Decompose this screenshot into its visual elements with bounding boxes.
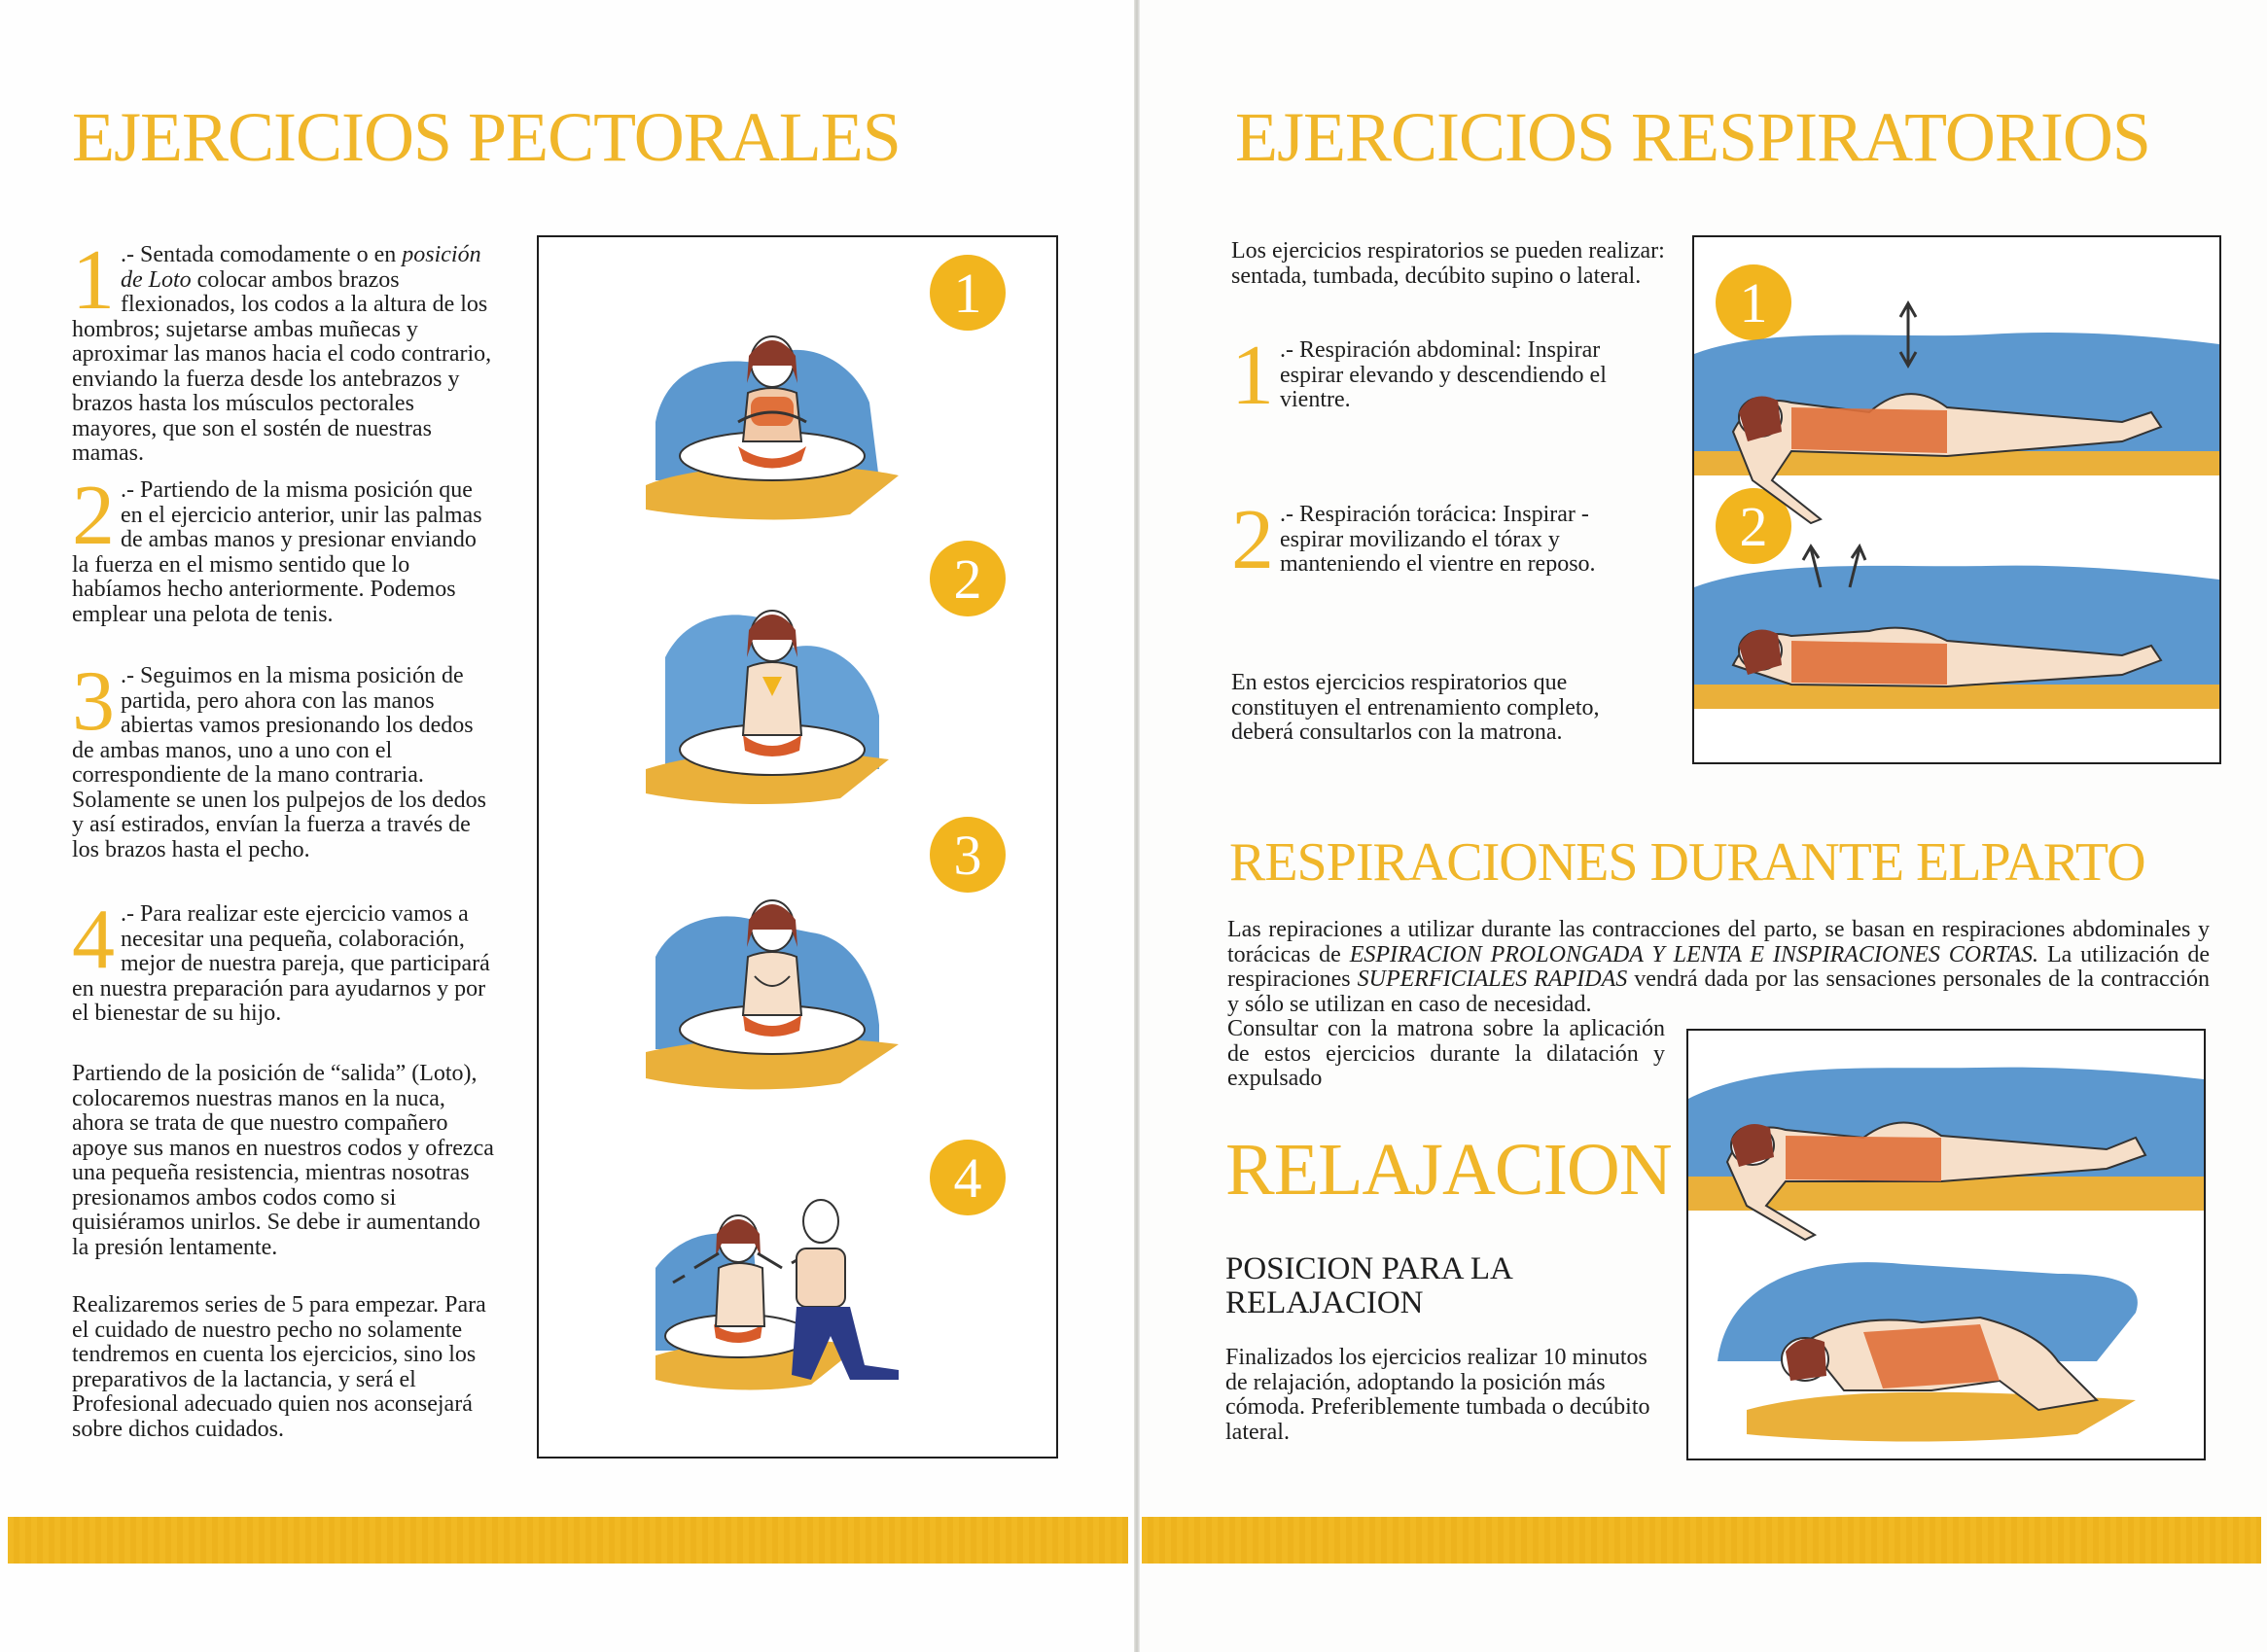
resp-drop-number-1: 1 — [1231, 329, 1274, 423]
resp-step-1 — [1231, 329, 1649, 423]
seated-lotus-figure-3 — [646, 879, 899, 1103]
page-title-pectorales: EJERCICIOS PECTORALES — [72, 98, 901, 176]
decorative-band-left — [8, 1517, 1128, 1564]
paragraph-salida: Partiendo de la posición de “salida” (Loto), colocaremos nuestras manos en la nuca, ahora se trata de que nuestro compañero apoye sus manos en nuestros codos y ofrezca una pequeña resistencia, mientras nosotras presionamos ambos codos como si quisiéramos unirlos. Se debe ir aumentando la presión lentamente. — [72, 1061, 494, 1260]
relax-paragraph: Finalizados los ejercicios realizar 10 minutos de relajación, adoptando la posición más cómoda. Preferiblemente tumbada o decúbito lateral. — [1225, 1345, 1650, 1445]
drop-number-3: 3 — [72, 654, 115, 749]
resp-step-1-text: .- Respiración abdominal: Inspirar espirar elevando y descendiendo el vientre. — [1280, 337, 1607, 412]
abdominal-breathing-figure — [1694, 286, 2219, 519]
decorative-band-right — [1142, 1517, 2261, 1564]
step-3 — [72, 654, 498, 862]
parto-text-a: Las repiraciones a utilizar durante las contracciones del parto, se basan en respiraciones abdominales y torácicas de — [1227, 917, 2210, 967]
parto-paragraph — [1227, 918, 2210, 1017]
illustration-frame-relajacion — [1686, 1029, 2206, 1460]
step-4-text: .- Para realizar este ejercicio vamos a necesitar una pequeña, colaboración, mejor de nuestra pareja, que participará en nuestra preparación para ayudarnos y por el bienestar de su hijo. — [72, 901, 490, 1026]
illustration-frame-respiratorios — [1692, 235, 2221, 764]
drop-number-1: 1 — [72, 233, 115, 328]
seated-lotus-figure-1 — [646, 315, 899, 539]
seated-lotus-figure-2 — [646, 589, 899, 823]
right-page — [1140, 0, 2267, 1652]
resp-badge-2: 2 — [1716, 488, 1791, 564]
section-title-relajacion: RELAJACION — [1225, 1129, 1672, 1211]
step-1-text-b: colocar ambos brazos flexionados, los codos a la altura de los hombros; sujetarse ambas muñecas y aproximar las manos hacia el codo contrario, enviando la fuerza desde los antebrazos y brazos hasta los músculos pectorales mayores, que son el sostén de nuestras mamas. — [72, 266, 492, 466]
step-2-text: .- Partiendo de la misma posición que en el ejercicio anterior, unir las palmas de ambas manos y presionar enviando la fuerza en el mismo sentido que lo habíamos hecho anteriormente. Podemos emplear una pelota de tenis. — [72, 477, 482, 627]
parto-text-b: La utilización de respiraciones — [1227, 941, 2211, 992]
parto-text-b2: vendrá dada por las sensaciones personales de la contracción y sólo se utilizan en caso de necesidad. — [1227, 967, 2211, 1017]
drop-number-4: 4 — [72, 893, 115, 987]
subtitle-posicion: POSICION PARA LA RELAJACION — [1225, 1251, 1512, 1320]
resp-step-2 — [1231, 493, 1649, 587]
intro-paragraph: Los ejercicios respiratorios se pueden realizar: sentada, tumbada, decúbito supino o lateral. — [1231, 238, 1665, 289]
lying-supine-figure — [1688, 1040, 2204, 1235]
drop-number-2: 2 — [72, 469, 115, 563]
section-title-parto: RESPIRACIONES DURANTE ELPARTO — [1229, 832, 2145, 893]
badge-3: 3 — [930, 817, 1006, 893]
resp-drop-number-2: 2 — [1231, 493, 1274, 587]
badge-1: 1 — [930, 255, 1006, 331]
resp-step-2-text: .- Respiración torácica: Inspirar - espirar movilizando el tórax y manteniendo el vientre en reposo. — [1280, 502, 1596, 577]
illustration-frame-pectorales — [537, 235, 1058, 1459]
badge-2: 2 — [930, 541, 1006, 616]
couple-exercise-figure-4 — [655, 1171, 918, 1404]
step-3-text: .- Seguimos en la misma posición de partida, pero ahora con las manos abiertas vamos presionando los dedos de ambas manos, uno a uno con el correspondiente de la mano contraria. Solamente se unen los pulpejos de los dedos y así estirados, envían la fuerza a través de los brazos hasta el pecho. — [72, 663, 486, 862]
step-1 — [72, 233, 498, 467]
step-2 — [72, 469, 498, 627]
step-1-text-a: .- Sentada comodamente o en — [121, 242, 403, 267]
parto-italic-a: ESPIRACION PROLONGADA Y LENTA E INSPIRACIONES CORTAS. — [1349, 941, 2039, 967]
lying-lateral-figure — [1688, 1245, 2204, 1449]
thoracic-breathing-figure — [1694, 529, 2219, 743]
badge-4: 4 — [930, 1140, 1006, 1215]
resp-badge-1: 1 — [1716, 264, 1791, 340]
outro-paragraph: En estos ejercicios respiratorios que constituyen el entrenamiento completo, deberá consultarlos con la matrona. — [1231, 670, 1600, 745]
paragraph-series: Realizaremos series de 5 para empezar. Para el cuidado de nuestro pecho no solamente tendremos en cuenta los ejercicios, sino los preparativos de la lactancia, y será el Profesional adecuado quien nos aconsejará sobre dichos cuidados. — [72, 1292, 486, 1442]
step-1-italic: posición de Loto — [121, 242, 481, 293]
page-title-respiratorios: EJERCICIOS RESPIRATORIOS — [1235, 98, 2150, 176]
step-4 — [72, 893, 498, 1027]
consultar-paragraph: Consultar con la matrona sobre la aplicación de estos ejercicios durante la dilatación y expulsado — [1227, 1016, 1665, 1091]
parto-italic-b: SUPERFICIALES RAPIDAS — [1357, 967, 1628, 992]
